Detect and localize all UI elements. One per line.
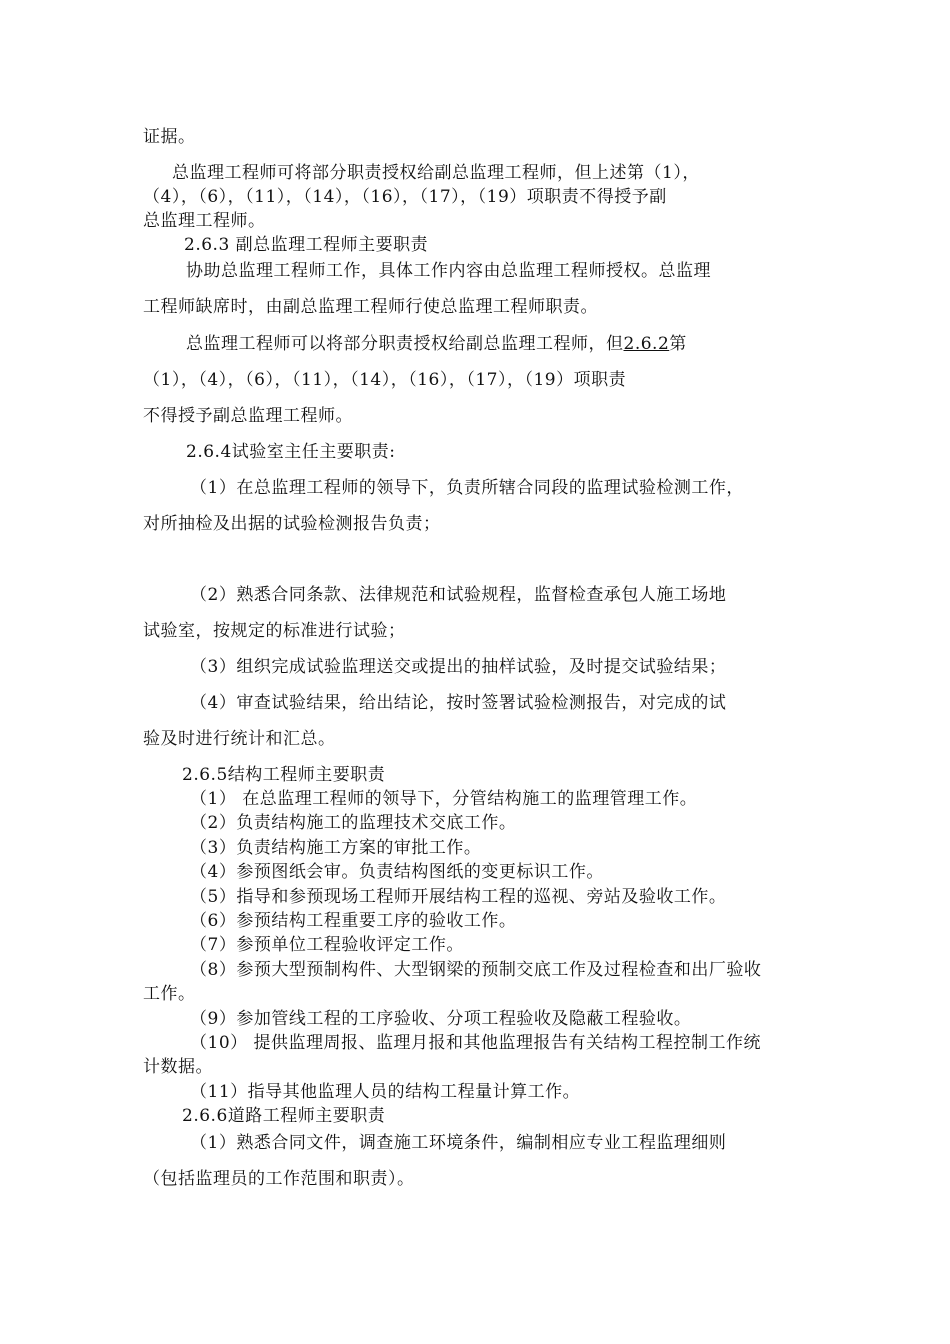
text-line: （3）组织完成试验监理送交或提出的抽样试验，及时提交试验结果；: [190, 657, 727, 677]
text-line: 工程师缺席时，由副总监理工程师行使总监理工程师职责。: [143, 297, 598, 317]
text-line: 证据。: [143, 127, 196, 147]
text-line: 工作。: [143, 984, 196, 1004]
list-item: （4）参预图纸会审。负责结构图纸的变更标识工作。: [190, 862, 604, 882]
text-line: （1），（4），（6），（11），（14），（16），（17），（19）项职责: [143, 370, 627, 390]
list-item: （7）参预单位工程验收评定工作。: [190, 935, 464, 955]
text-line: [186, 334, 687, 354]
text-line: 计数据。: [143, 1057, 213, 1077]
text-line: 试验室，按规定的标准进行试验；: [143, 621, 406, 641]
text-line: 验及时进行统计和汇总。: [143, 729, 336, 749]
list-item: （11）指导其他监理人员的结构工程量计算工作。: [190, 1082, 581, 1102]
text-line: 总监理工程师。: [143, 211, 266, 231]
list-item: （10） 提供监理周报、监理月报和其他监理报告有关结构工程控制工作统: [190, 1033, 762, 1053]
list-item: （8）参预大型预制构件、大型钢梁的预制交底工作及过程检查和出厂验收: [190, 960, 762, 980]
text-line: 对所抽检及出据的试验检测报告负责；: [143, 514, 441, 534]
text-line: （4），（6），（11），（14），（16），（17），（19）项职责不得授予副: [143, 187, 667, 207]
section-heading: 2.6.6道路工程师主要职责: [182, 1106, 386, 1126]
text-segment: 第: [669, 334, 687, 354]
text-line: 协助总监理工程师工作，具体工作内容由总监理工程师授权。总监理: [186, 261, 711, 281]
list-item: （9）参加管线工程的工序验收、分项工程验收及隐蔽工程验收。: [190, 1009, 692, 1029]
text-line: （包括监理员的工作范围和职责）。: [143, 1169, 415, 1189]
list-item: （6）参预结构工程重要工序的验收工作。: [190, 911, 517, 931]
text-line: （2）熟悉合同条款、法律规范和试验规程，监督检查承包人施工场地: [190, 585, 727, 605]
text-line: （4）审查试验结果，给出结论，按时签署试验检测报告，对完成的试: [190, 693, 727, 713]
list-item: （5）指导和参预现场工程师开展结构工程的巡视、旁站及验收工作。: [190, 887, 727, 907]
section-reference: 2.6.2: [623, 334, 670, 354]
list-item: （3）负责结构施工方案的审批工作。: [190, 838, 482, 858]
text-line: （1）在总监理工程师的领导下，负责所辖合同段的监理试验检测工作，: [190, 478, 744, 498]
section-heading: 2.6.5结构工程师主要职责: [182, 765, 386, 785]
section-heading: 2.6.4试验室主任主要职责:: [186, 442, 396, 462]
text-segment: 总监理工程师可以将部分职责授权给副总监理工程师，但: [186, 334, 624, 354]
text-line: 总监理工程师可将部分职责授权给副总监理工程师，但上述第（1），: [172, 163, 700, 183]
list-item: （1）熟悉合同文件，调查施工环境条件，编制相应专业工程监理细则: [190, 1133, 727, 1153]
text-line: 不得授予副总监理工程师。: [143, 406, 353, 426]
list-item: （1） 在总监理工程师的领导下，分管结构施工的监理管理工作。: [190, 789, 698, 809]
list-item: （2）负责结构施工的监理技术交底工作。: [190, 813, 517, 833]
section-heading: 2.6.3 副总监理工程师主要职责: [184, 235, 429, 255]
